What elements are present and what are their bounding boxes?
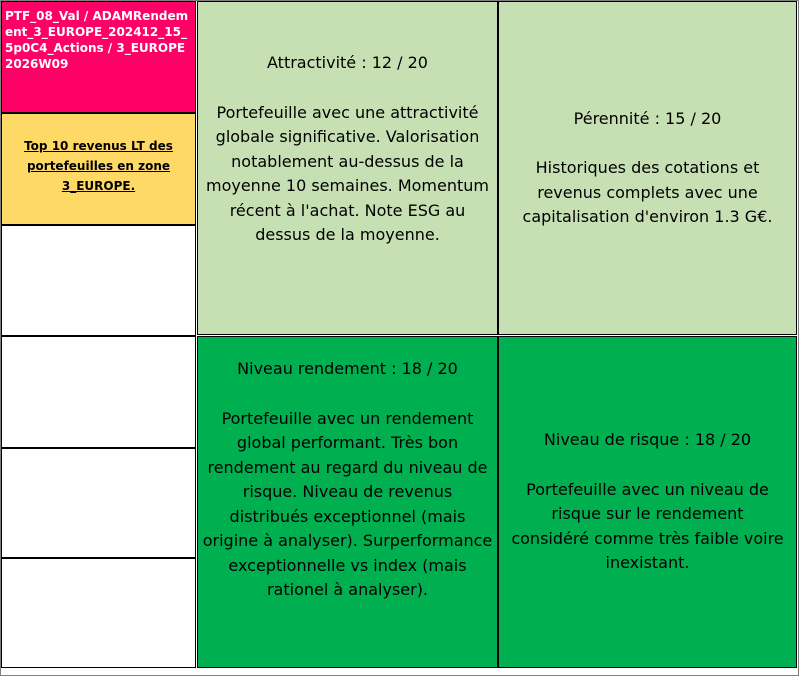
portfolio-id-text: PTF_08_Val / ADAMRendement_3_EUROPE_202412_15_5p0C4_Actions / 3_EUROPE 2026W09 — [5, 9, 189, 71]
risque-cell[interactable] — [498, 336, 797, 668]
attractivite-description: Portefeuille avec une attractivité globale significative. Valorisation notablement au-dessus de la moyenne 10 semaines. Momentum récent à l'achat. Note ESG au dessus de la moyenne. — [205, 102, 489, 244]
rendement-title: Niveau rendement : 18 / 20 — [237, 359, 458, 378]
perennite-description: Historiques des cotations et revenus complets avec une capitalisation d'environ 1.3 G€. — [522, 158, 773, 226]
rendement-description: Portefeuille avec un rendement global performant. Très bon rendement au regard du niveau de risque. Niveau de revenus distribués exceptionnel (mais origine à analyser). Surperformance exceptionnelle vs index (mais rationel à analyser). — [202, 408, 493, 599]
ranking-cell[interactable] — [1, 113, 196, 225]
risque-title: Niveau de risque : 18 / 20 — [543, 430, 752, 450]
empty-cell[interactable] — [1, 225, 196, 336]
attractivite-cell[interactable] — [197, 1, 498, 335]
empty-cell[interactable] — [1, 558, 196, 668]
attractivite-title: Attractivité : 12 / 20 — [267, 53, 428, 72]
rendement-cell[interactable] — [197, 336, 498, 668]
empty-cell[interactable] — [1, 336, 196, 448]
risque-description: Portefeuille avec un niveau de risque sur le rendement considéré comme très faible voire inexistant. — [511, 479, 784, 573]
ranking-label: Top 10 revenus LT des portefeuilles en zone 3_EUROPE. — [24, 139, 173, 193]
portfolio-id-cell[interactable] — [1, 1, 196, 113]
perennite-cell[interactable] — [498, 1, 797, 335]
perennite-title: Pérennité : 15 / 20 — [573, 108, 722, 128]
empty-cell[interactable] — [1, 448, 196, 558]
